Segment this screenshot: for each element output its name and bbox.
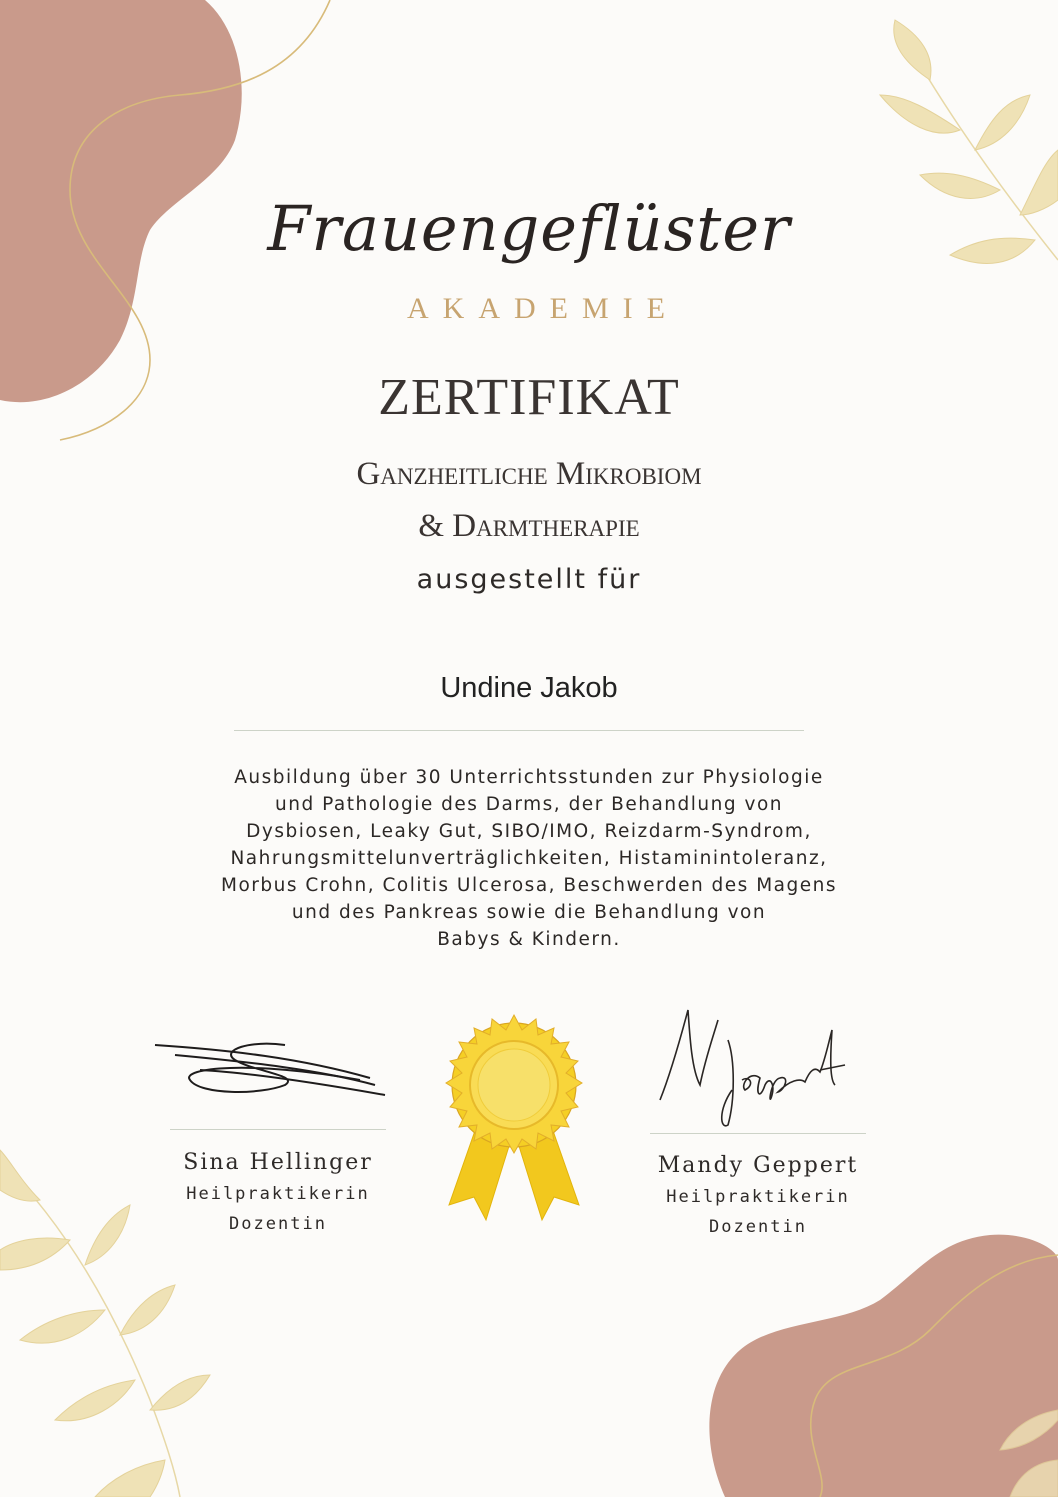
signatory-role: Heilpraktikerin bbox=[186, 1184, 370, 1204]
description-line: Dysbiosen, Leaky Gut, SIBO/IMO, Reizdarm-Syndrom, bbox=[246, 821, 812, 842]
signatory-right bbox=[608, 1153, 908, 1242]
description-line: Morbus Crohn, Colitis Ulcerosa, Beschwerden des Magens bbox=[220, 875, 837, 896]
description-line: Nahrungsmittelunverträglichkeiten, Histaminintoleranz, bbox=[230, 848, 828, 869]
signature-line-left bbox=[170, 1129, 386, 1130]
signatory-name: Sina Hellinger bbox=[183, 1150, 373, 1175]
course-description bbox=[0, 764, 1058, 953]
academy-logo-sub: AKADEMIE bbox=[407, 292, 679, 325]
course-title-line-1: Ganzheitliche Mikrobiom bbox=[356, 456, 702, 492]
issued-for-label: ausgestellt für bbox=[416, 564, 642, 595]
signature-line-right bbox=[650, 1133, 866, 1134]
signatory-title: Dozentin bbox=[709, 1217, 807, 1237]
description-line: und Pathologie des Darms, der Behandlung von bbox=[275, 794, 783, 815]
signatory-name: Mandy Geppert bbox=[657, 1153, 859, 1178]
academy-logo-script: Frauengeflüster bbox=[267, 192, 791, 265]
course-title bbox=[0, 448, 1058, 552]
description-line: Babys & Kindern. bbox=[437, 929, 621, 950]
certificate-title: ZERTIFIKAT bbox=[378, 369, 680, 426]
rosette-award-icon bbox=[446, 1015, 582, 1220]
signature-left bbox=[155, 1044, 385, 1095]
signatory-title: Dozentin bbox=[229, 1214, 327, 1234]
recipient-underline bbox=[234, 730, 804, 731]
signatory-left bbox=[128, 1150, 428, 1239]
description-line: und des Pankreas sowie die Behandlung von bbox=[291, 902, 767, 923]
bottom-right-blob bbox=[709, 1235, 1058, 1497]
description-line: Ausbildung über 30 Unterrichtsstunden zur Physiologie bbox=[234, 767, 824, 788]
signatory-role: Heilpraktikerin bbox=[666, 1187, 850, 1207]
signature-right bbox=[660, 1010, 845, 1126]
course-title-line-2: & Darmtherapie bbox=[418, 508, 640, 544]
recipient-name: Undine Jakob bbox=[440, 672, 618, 704]
